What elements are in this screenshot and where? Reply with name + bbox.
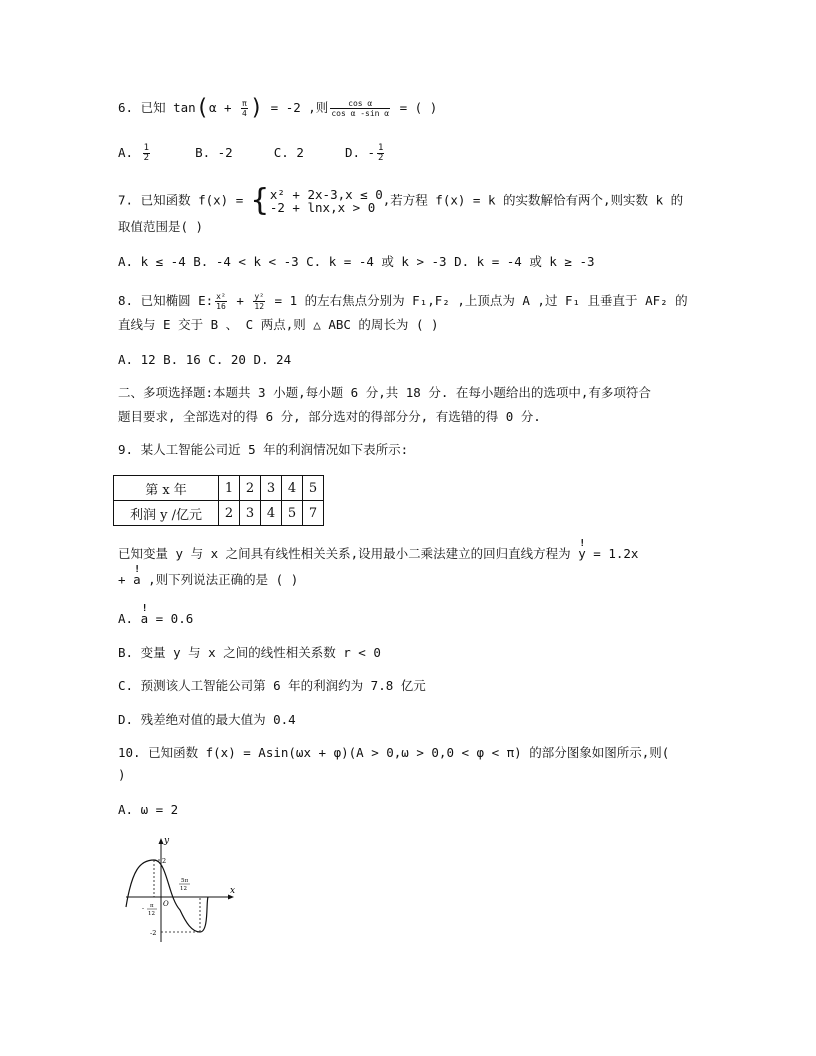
q9-description-2: + ! a ,则下列说法正确的是 ( ) [118, 564, 299, 587]
min-label: -2 [150, 929, 157, 937]
q10-option-a: A. ω = 2 [118, 802, 179, 817]
q6-equals: = -2 ,则 [263, 100, 329, 115]
q6-option-d-fraction: $\frac{1}{2}$ [378, 143, 384, 163]
q8-x-fraction: $\frac{\text{x²}}{16}$ [216, 292, 226, 311]
a-hat: ! a [133, 564, 141, 587]
table-cell: 5 [282, 501, 303, 526]
y-axis-arrow [159, 838, 164, 844]
origin-label: O [163, 900, 169, 908]
q10-line2: ) [118, 767, 126, 782]
table-row [114, 501, 324, 526]
q9-description: 已知变量 y 与 x 之间具有线性相关关系,设用最小二乘法建立的回归直线方程为 ! y = 1.2x [118, 538, 639, 561]
q9-option-a: A. ! a = 0.6 [118, 603, 194, 626]
y-hat: ! y [578, 538, 586, 561]
q9-option-b: B. 变量 y 与 x 之间的线性相关系数 r < 0 [118, 645, 381, 660]
q6-option-b: B. -2 [195, 145, 233, 160]
question-6: 6. 已知 tan(α + $\frac{\pi}{4}$ ) = -2 ,则 $\frac{\text{cos α}}{\text{cos α -sin α}}$ = ( ) [118, 95, 438, 121]
q6-option-d: D. - [344, 145, 376, 160]
q6-pi-over-4: $\frac{\pi}{4}$ [242, 99, 247, 118]
table-cell: 3 [261, 476, 282, 501]
table-cell: 5 [303, 476, 324, 501]
q6-option-a-fraction: $\frac{1}{2}$ [143, 143, 149, 163]
q6-prefix: 6. 已知 tan [118, 100, 196, 115]
q7-prefix: 7. 已知函数 f(x) = [118, 192, 251, 208]
table-cell: 3 [240, 501, 261, 526]
q7-options: A. k ≤ -4 B. -4 < k < -3 C. k = -4 或 k > -3 D. k = -4 或 k ≥ -3 [118, 254, 595, 269]
left-tick-den: 12 [148, 911, 155, 917]
q8-line2: 直线与 E 交于 B 、 C 两点,则 △ ABC 的周长为 ( ) [118, 317, 439, 332]
q8-prefix: 8. 已知椭圆 E: [118, 293, 214, 308]
profit-table [113, 475, 324, 526]
table-cell: 7 [303, 501, 324, 526]
table-cell: 2 [219, 501, 240, 526]
section-2-rules: 题目要求, 全部选对的得 6 分, 部分选对的得部分分, 有选错的得 0 分. [118, 409, 541, 424]
a-hat: ! a [140, 603, 149, 626]
table-cell: 1 [219, 476, 240, 501]
q8-suffix: = 1 的左右焦点分别为 F₁,F₂ ,上顶点为 A ,过 F₁ 且垂直于 AF₂ 的 [267, 293, 688, 308]
q7-line2: 取值范围是( ) [118, 219, 204, 234]
table-cell: 2 [240, 476, 261, 501]
q7-piecewise: x² + 2x-3,x ≤ 0 -2 + lnx,x > 0 [269, 187, 383, 215]
table-row [114, 476, 324, 501]
question-10: 10. 已知函数 f(x) = Asin(ωx + φ)(A > 0,ω > 0,0 < φ < π) 的部分图象如图所示,则( [118, 745, 670, 760]
sine-graph [122, 830, 242, 945]
q6-option-c: C. 2 [273, 145, 304, 160]
table-row-header: 利润 y /亿元 [114, 501, 219, 526]
question-9: 9. 某人工智能公司近 5 年的利润情况如下表所示: [118, 442, 409, 457]
sine-curve [126, 860, 208, 932]
table-cell: 4 [261, 501, 282, 526]
max-label: 2 [162, 857, 167, 865]
q6-tail: = ( ) [392, 100, 438, 115]
table-row-header: 第 x 年 [114, 476, 219, 501]
q6-options [118, 144, 386, 163]
question-8: 8. 已知椭圆 E: $\frac{\text{x²}}{16}$ + $\frac{\text{y²}}{12}$ = 1 的左右焦点分别为 F₁,F₂ ,上顶点为 A ,过 F₁ 且垂直于 AF₂ 的 [118, 292, 688, 311]
question-7: 7. 已知函数 f(x) = { x² + 2x-3,x ≤ 0 -2 + lnx,x > 0 ,若方程 f(x) = k 的实数解恰有两个,则实数 k 的 [118, 183, 684, 218]
y-axis-label: y [164, 836, 170, 846]
table-cell: 4 [282, 476, 303, 501]
q8-options: A. 12 B. 16 C. 20 D. 24 [118, 352, 292, 367]
q6-option-a: A. [118, 145, 141, 160]
q9-option-d: D. 残差绝对值的最大值为 0.4 [118, 712, 296, 727]
q8-y-fraction: $\frac{\text{y²}}{12}$ [254, 292, 265, 311]
x-axis-label: x [230, 886, 236, 896]
q7-suffix: ,若方程 f(x) = k 的实数解恰有两个,则实数 k 的 [382, 192, 684, 208]
right-tick-num: 5π [181, 878, 189, 884]
right-tick-den: 12 [180, 886, 187, 892]
left-tick-sign: - [142, 905, 145, 912]
q9-option-c: C. 预测该人工智能公司第 6 年的利润约为 7.8 亿元 [118, 678, 426, 693]
q6-alpha: α + [208, 100, 240, 115]
section-2-heading: 二、多项选择题:本题共 3 小题,每小题 6 分,共 18 分. 在每小题给出的选项中,有多项符合 [118, 385, 651, 400]
left-tick-num: π [150, 903, 154, 909]
q6-fraction: $\frac{\text{cos α}}{\text{cos α -sin α}}$ [331, 99, 390, 118]
